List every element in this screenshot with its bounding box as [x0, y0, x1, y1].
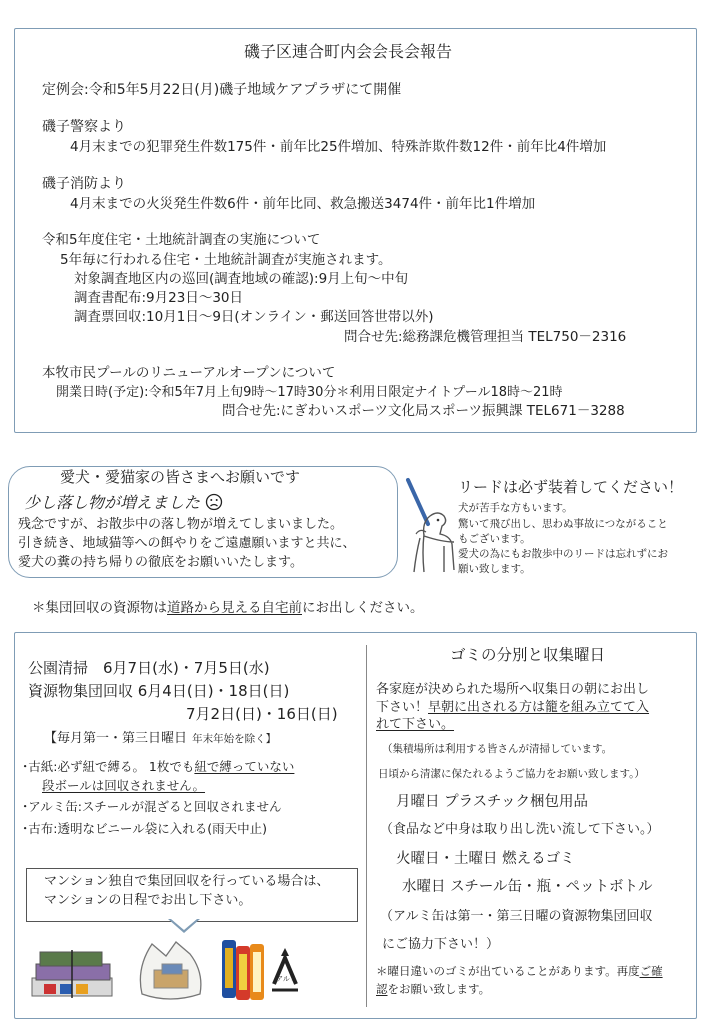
- garbage-title: ゴミの分別と収集曜日: [450, 646, 606, 664]
- wednesday-note-1: （アルミ缶は第一・第三日曜の資源物集団回収: [380, 909, 653, 924]
- dog-leash-illustration: [400, 476, 458, 582]
- garbage-intro-3: [376, 718, 454, 731]
- tuesday-saturday-garbage: 火曜日・土曜日 燃えるゴミ: [396, 851, 575, 867]
- monday-garbage: 月曜日 プラスチック梱包用品: [396, 794, 588, 810]
- pets-line: 愛犬の糞の持ち帰りの徹底をお願いいたします。: [18, 555, 303, 570]
- garbage-intro-2-text: 下さい！: [376, 700, 429, 715]
- cloth-bag-icon: [132, 934, 210, 1004]
- survey-heading: 令和5年度住宅・土地統計調査の実施について: [42, 232, 321, 248]
- garbage-footer-underlined: ご確: [639, 964, 663, 978]
- garbage-intro-3-underlined: れて下さい。: [376, 717, 455, 732]
- cloth-rule: ･古布:透明なビニール袋に入れる(雨天中止): [22, 821, 267, 836]
- leash-line: 願い致します。: [458, 563, 531, 575]
- pets-subtitle: [24, 493, 223, 514]
- leash-line: 愛犬の為にもお散歩中のリードは忘れずにお: [458, 548, 668, 560]
- paper-rule-text: ･古紙:必ず紐で縛る。 1枚でも: [22, 759, 195, 774]
- leash-title: リードは必ず装着してください！: [458, 478, 684, 496]
- garbage-intro-1: 各家庭が決められた場所へ収集日の朝にお出し: [376, 682, 650, 697]
- pool-contact: 問合せ先:にぎわいスポーツ文化局スポーツ振興課 TEL671－3288: [222, 403, 625, 419]
- leash-line: 驚いて飛び出し、思わぬ事故につながること: [458, 518, 668, 530]
- collection-note-pre: ＊集団回収の資源物は: [32, 600, 167, 616]
- park-cleaning: 公園清掃 6月7日(水)・7月5日(水): [28, 659, 270, 677]
- meeting-line: 定例会:令和5年5月22日(月)磯子地域ケアプラザにて開催: [42, 82, 402, 98]
- survey-line: 調査票回収:10月1日～9日(オンライン・郵送回答世帯以外): [74, 309, 434, 325]
- aluminum-recycle-mark-icon: [268, 944, 302, 998]
- paper-rule-underlined: 紐で縛っていない: [194, 759, 295, 774]
- garbage-intro-2-underlined: 早朝に出される方は籠を組み立てて入: [428, 700, 650, 715]
- garbage-footer-underlined-2: 認: [376, 982, 388, 996]
- survey-line: 対象調査地区内の巡回(調査地域の確認):9月上旬～中旬: [74, 271, 409, 287]
- garbage-footer-text-2: をお願い致します。: [387, 982, 491, 996]
- garbage-note-1: （集積場所は利用する皆さんが清掃しています。: [382, 743, 613, 755]
- mansion-line: マンションの日程でお出し下さい。: [44, 893, 252, 908]
- police-heading: 磯子警察より: [42, 119, 126, 135]
- pets-line: 引き続き、地域猫等への餌やりをご遠慮願いますと共に、: [18, 536, 356, 551]
- monthly-schedule: [44, 729, 276, 745]
- aluminum-cans-icon: [220, 936, 266, 1002]
- paper-rule-underlined-2: 段ボールは回収されません。: [42, 778, 206, 793]
- paper-rule-2: [42, 780, 205, 793]
- mansion-callout-tail-inner: [171, 919, 197, 930]
- newspaper-bundle-icon: [26, 944, 122, 1002]
- garbage-note-2: 日頃から清潔に保たれるようご協力をお願い致します。）: [378, 768, 645, 780]
- survey-line: 調査書配布:9月23日～30日: [74, 290, 243, 306]
- survey-line: 5年毎に行われる住宅・土地統計調査が実施されます。: [60, 252, 392, 268]
- fire-heading: 磯子消防より: [42, 176, 126, 192]
- pool-open: 開業日時(予定):令和5年7月上旬9時～17時30分＊利用日限定ナイトプール18時～21時: [56, 385, 563, 400]
- paper-rule: [22, 761, 294, 774]
- fire-body: 4月末までの火災発生件数6件・前年比同、救急搬送3474件・前年比1件増加: [70, 196, 536, 212]
- collection-note-post: にお出しください。: [302, 600, 424, 616]
- pets-subtitle-text: 少し落し物が増えました: [24, 493, 201, 512]
- pets-line: 残念ですが、お散歩中の落し物が増えてしまいました。: [18, 517, 344, 532]
- garbage-footer-2: [376, 984, 490, 996]
- resource-collection: 資源物集団回収 6月4日(日)・18日(日): [28, 682, 290, 700]
- garbage-intro-2: [376, 701, 649, 714]
- survey-contact: 問合せ先:総務課危機管理担当 TEL750－2316: [344, 329, 627, 345]
- monthly-note: 年末年始を除く】: [192, 733, 277, 745]
- leash-line: 犬が苦手な方もいます。: [458, 502, 573, 514]
- monthly-text: 【毎月第一・第三日曜日: [44, 731, 188, 746]
- pool-heading: 本牧市民プールのリニューアルオープンについて: [42, 365, 336, 381]
- leash-line: もございます。: [458, 533, 531, 545]
- sad-face-icon: [205, 493, 223, 514]
- resource-collection-2: 7月2日(日)・16日(日): [186, 705, 338, 723]
- monday-note: （食品など中身は取り出し洗い流して下さい。）: [380, 822, 660, 837]
- police-body: 4月末までの犯罪発生件数175件・前年比25件増加、特殊詐欺件数12件・前年比4件増加: [70, 139, 607, 155]
- cans-rule: ･アルミ缶:スチールが混ざると回収されません: [22, 799, 282, 814]
- wednesday-garbage: 水曜日 スチール缶・瓶・ペットボトル: [402, 879, 653, 895]
- garbage-footer-text: ＊曜日違いのゴミが出ていることがあります。再度: [376, 964, 640, 978]
- wednesday-note-2: にご協力下さい！）: [382, 937, 500, 952]
- report-title: 磯子区連合町内会会長会報告: [244, 42, 453, 61]
- collection-note-home: 自宅前: [261, 600, 302, 616]
- column-divider: [366, 645, 367, 1007]
- collection-note-road: 道路から見える: [167, 600, 262, 616]
- mansion-line: マンション独自で集団回収を行っている場合は、: [44, 874, 330, 889]
- pets-title: 愛犬・愛猫家の皆さまへお願いです: [60, 468, 301, 486]
- garbage-footer-1: [376, 966, 663, 978]
- aluminum-mark-label: アルミ: [276, 975, 297, 983]
- collection-note: [32, 602, 424, 616]
